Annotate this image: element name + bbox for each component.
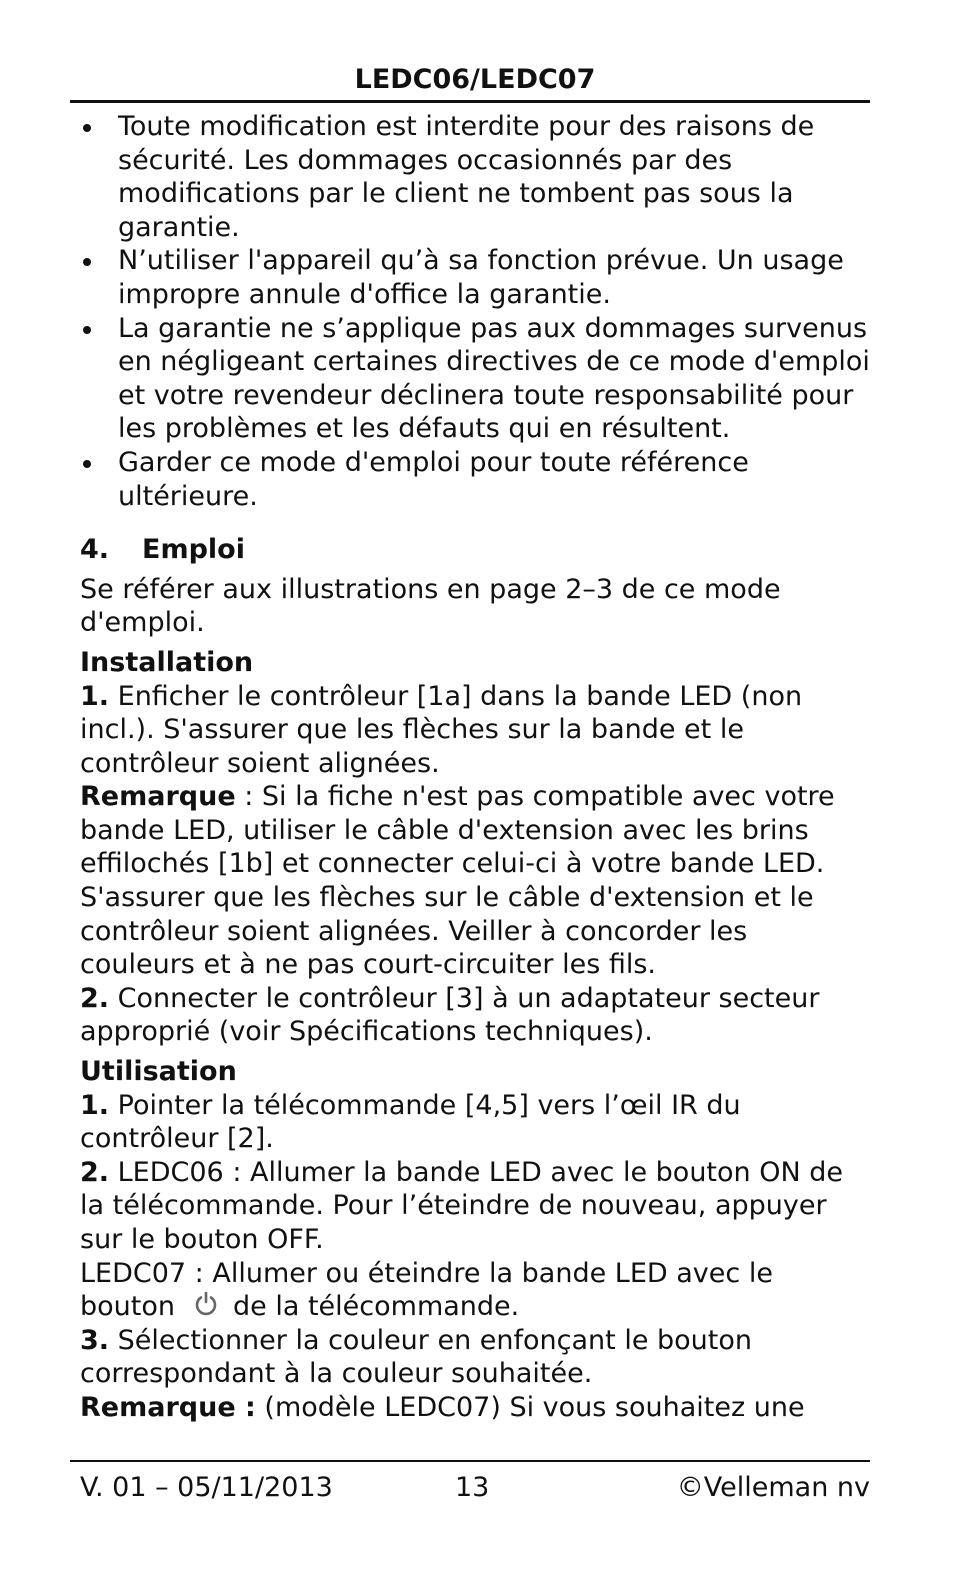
safety-bullet-list: [80, 110, 870, 513]
installation-note: Remarque : Si la fiche n'est pas compatible avec votre bande LED, utiliser le câble d'extension avec les brins effilochés [1b] et connecter celui-ci à votre bande LED. S'assurer que les flèches sur le câble d'extension et le contrôleur soient alignées. Veiller à concorder les couleurs et à ne pas court-circuiter les fils.: [80, 781, 835, 981]
list-item: N’utiliser l'appareil qu’à sa fonction prévue. Un usage impropre annule d'office la garantie.: [80, 244, 870, 311]
list-item: Toute modification est interdite pour des raisons de sécurité. Les dommages occasionnés par des modifications par le client ne tombent pas sous la garantie.: [80, 110, 870, 244]
list-item: La garantie ne s’applique pas aux dommages survenus en négligeant certaines directives de ce mode d'emploi et votre revendeur déclinera toute responsabilité pour les problèmes et les défauts qui en résultent.: [80, 312, 870, 446]
list-item: Garder ce mode d'emploi pour toute référence ultérieure.: [80, 446, 870, 513]
section-title: Emploi: [142, 534, 245, 566]
installation-step-2: 2. Connecter le contrôleur [3] à un adaptateur secteur approprié (voir Spécifications techniques).: [80, 982, 820, 1048]
utilisation-note: Remarque : (modèle LEDC07) Si vous souhaitez une: [80, 1391, 805, 1423]
installation-heading: Installation: [80, 646, 254, 678]
footer-rule: [70, 1460, 870, 1462]
section-heading: [80, 533, 870, 567]
utilisation-heading: Utilisation: [80, 1056, 237, 1088]
power-icon: [193, 1291, 219, 1317]
section-intro: Se référer aux illustrations en page 2–3 de ce mode d'emploi.: [80, 573, 781, 639]
installation-step-1: 1. Enficher le contrôleur [1a] dans la bande LED (non incl.). S'assurer que les flèches sur la bande et le contrôleur soient alignées.: [80, 680, 803, 779]
utilisation-ledc07-line: LEDC07 : Allumer ou éteindre la bande LED avec le: [80, 1257, 773, 1289]
bullet-dot-icon: [83, 460, 91, 468]
bullet-dot-icon: [83, 124, 91, 132]
page-content: [80, 110, 870, 1425]
section-number: 4.: [80, 534, 110, 566]
page-footer: [80, 1470, 870, 1506]
footer-page-number: 13: [455, 1472, 490, 1503]
footer-version: V. 01 – 05/11/2013: [80, 1472, 333, 1503]
header-rule: [70, 100, 870, 103]
utilisation-step-3: 3. Sélectionner la couleur en enfonçant le bouton correspondant à la couleur souhaitée.: [80, 1324, 752, 1390]
page-header-title: LEDC06/LEDC07: [354, 64, 596, 95]
document-page: [80, 0, 872, 1590]
utilisation-step-1: 1. Pointer la télécommande [4,5] vers l’œil IR du contrôleur [2].: [80, 1089, 741, 1155]
bullet-dot-icon: [83, 258, 91, 266]
utilisation-ledc07-power: bouton de la télécommande.: [80, 1291, 520, 1323]
footer-copyright: ©Velleman nv: [676, 1472, 870, 1503]
bullet-dot-icon: [83, 326, 91, 334]
utilisation-step-2: 2. LEDC06 : Allumer la bande LED avec le bouton ON de la télécommande. Pour l’éteindre de nouveau, appuyer sur le bouton OFF.: [80, 1156, 844, 1255]
